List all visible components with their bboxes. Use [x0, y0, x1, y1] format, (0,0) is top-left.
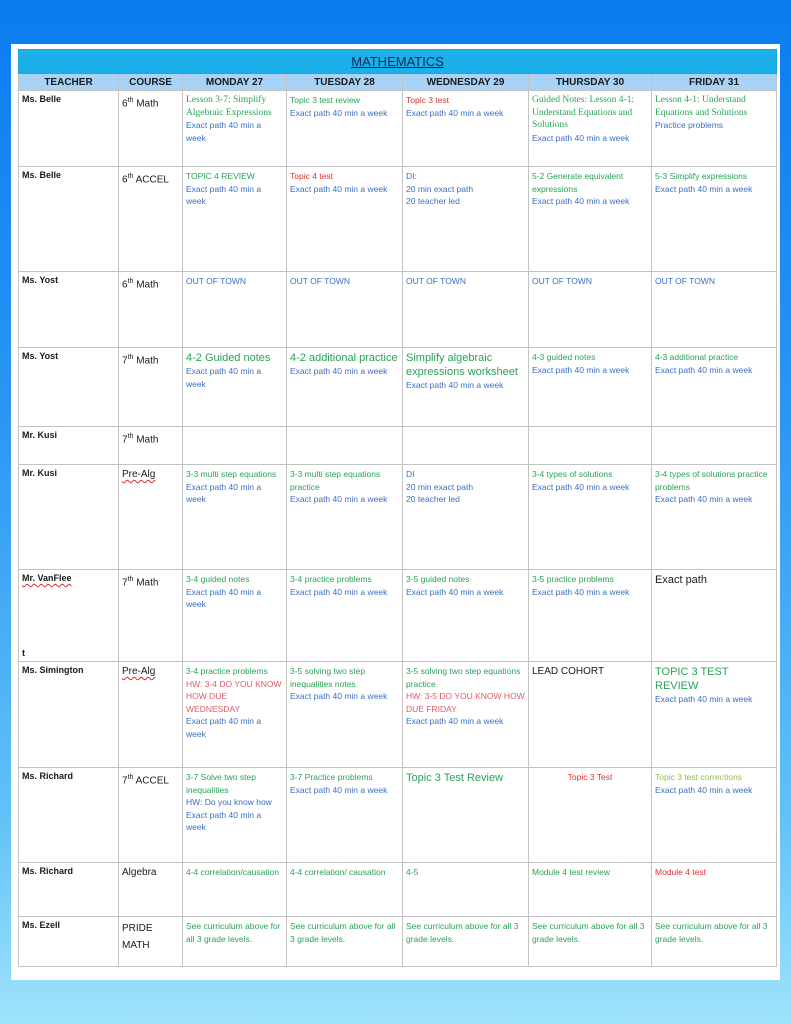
tuesday-cell: 3-7 Practice problems Exact path 40 min a week — [287, 768, 403, 863]
teacher-cell: Ms. Ezell — [19, 917, 119, 967]
friday-cell: Lesson 4-1: Understand Equations and Solutions Practice problems — [652, 91, 777, 167]
teacher-cell: Ms. Simington — [19, 662, 119, 768]
header-course: COURSE — [119, 74, 183, 91]
tuesday-cell: Topic 3 test review Exact path 40 min a week — [287, 91, 403, 167]
tuesday-cell: OUT OF TOWN — [287, 272, 403, 348]
table-row — [19, 768, 777, 863]
thursday-cell — [529, 427, 652, 465]
header-thursday: THURSDAY 30 — [529, 74, 652, 91]
tuesday-cell: See curriculum above for all 3 grade levels. — [287, 917, 403, 967]
course-cell: 7th ACCEL — [119, 768, 183, 863]
course-cell: PRIDE MATH — [119, 917, 183, 967]
teacher-cell: Ms. Belle — [19, 167, 119, 272]
table-row — [19, 167, 777, 272]
schedule-page — [11, 44, 780, 980]
teacher-cell: Ms. Richard — [19, 768, 119, 863]
header-wednesday: WEDNESDAY 29 — [403, 74, 529, 91]
monday-cell: 3-3 multi step equations Exact path 40 min a week — [183, 465, 287, 570]
friday-cell: OUT OF TOWN — [652, 272, 777, 348]
schedule-table — [18, 49, 777, 967]
thursday-cell: OUT OF TOWN — [529, 272, 652, 348]
header-friday: FRIDAY 31 — [652, 74, 777, 91]
thursday-cell: Guided Notes: Lesson 4-1: Understand Equations and Solutions Exact path 40 min a week — [529, 91, 652, 167]
monday-cell: 3-4 guided notes Exact path 40 min a week — [183, 570, 287, 662]
monday-cell: 3-4 practice problems HW: 3-4 DO YOU KNOW HOW DUE WEDNESDAY Exact path 40 min a week — [183, 662, 287, 768]
table-row — [19, 91, 777, 167]
thursday-cell: 3-4 types of solutions Exact path 40 min a week — [529, 465, 652, 570]
monday-cell: 4-4 correlation/causation — [183, 863, 287, 917]
friday-cell — [652, 427, 777, 465]
table-row — [19, 570, 777, 662]
thursday-cell: Module 4 test review — [529, 863, 652, 917]
wednesday-cell: DI 20 min exact path 20 teacher led — [403, 465, 529, 570]
monday-cell — [183, 427, 287, 465]
header-monday: MONDAY 27 — [183, 74, 287, 91]
monday-cell: Lesson 3-7: Simplify Algebraic Expressions Exact path 40 min a week — [183, 91, 287, 167]
friday-cell: 3-4 types of solutions practice problems Exact path 40 min a week — [652, 465, 777, 570]
tuesday-cell: 3-4 practice problems Exact path 40 min a week — [287, 570, 403, 662]
thursday-cell: Topic 3 Test — [529, 768, 652, 863]
table-row — [19, 863, 777, 917]
wednesday-cell: Topic 3 Test Review — [403, 768, 529, 863]
monday-cell: See curriculum above for all 3 grade levels. — [183, 917, 287, 967]
monday-cell: 3-7 Solve two step inequalities HW: Do you know how Exact path 40 min a week — [183, 768, 287, 863]
tuesday-cell: 3-5 solving two step inequalities notes Exact path 40 min a week — [287, 662, 403, 768]
course-cell: 6th Math — [119, 272, 183, 348]
thursday-cell: 4-3 guided notes Exact path 40 min a week — [529, 348, 652, 427]
teacher-cell: Ms. Yost — [19, 348, 119, 427]
course-cell: Algebra — [119, 863, 183, 917]
wednesday-cell: 4-5 — [403, 863, 529, 917]
friday-cell: TOPIC 3 TEST REVIEW Exact path 40 min a week — [652, 662, 777, 768]
tuesday-cell: 4-4 correlation/ causation — [287, 863, 403, 917]
monday-cell: TOPIC 4 REVIEW Exact path 40 min a week — [183, 167, 287, 272]
course-cell: Pre-Alg — [119, 662, 183, 768]
course-cell: Pre-Alg — [119, 465, 183, 570]
wednesday-cell: See curriculum above for all 3 grade levels. — [403, 917, 529, 967]
header-teacher: TEACHER — [19, 74, 119, 91]
wednesday-cell: DI: 20 min exact path 20 teacher led — [403, 167, 529, 272]
course-cell: 7th Math — [119, 570, 183, 662]
tuesday-cell: Topic 4 test Exact path 40 min a week — [287, 167, 403, 272]
course-cell: 6th ACCEL — [119, 167, 183, 272]
thursday-cell: 3-5 practice problems Exact path 40 min a week — [529, 570, 652, 662]
table-row — [19, 272, 777, 348]
teacher-cell: Mr. Kusi — [19, 427, 119, 465]
table-title: MATHEMATICS — [19, 50, 777, 74]
tuesday-cell: 3-3 multi step equations practice Exact path 40 min a week — [287, 465, 403, 570]
friday-cell: 4-3 additional practice Exact path 40 min a week — [652, 348, 777, 427]
teacher-cell: Ms. Belle — [19, 91, 119, 167]
monday-cell: 4-2 Guided notes Exact path 40 min a week — [183, 348, 287, 427]
monday-cell: OUT OF TOWN — [183, 272, 287, 348]
wednesday-cell: 3-5 guided notes Exact path 40 min a week — [403, 570, 529, 662]
wednesday-cell: OUT OF TOWN — [403, 272, 529, 348]
tuesday-cell — [287, 427, 403, 465]
wednesday-cell: 3-5 solving two step equations practice HW: 3-5 DO YOU KNOW HOW DUE FRIDAY Exact path 40 min a week — [403, 662, 529, 768]
teacher-cell: Mr. VanFlee t — [19, 570, 119, 662]
teacher-cell: Mr. Kusi — [19, 465, 119, 570]
wednesday-cell: Simplify algebraic expressions worksheet Exact path 40 min a week — [403, 348, 529, 427]
table-row — [19, 348, 777, 427]
table-row — [19, 662, 777, 768]
wednesday-cell — [403, 427, 529, 465]
friday-cell: Topic 3 test corrections Exact path 40 min a week — [652, 768, 777, 863]
wednesday-cell: Topic 3 test Exact path 40 min a week — [403, 91, 529, 167]
friday-cell: See curriculum above for all 3 grade levels. — [652, 917, 777, 967]
course-cell: 7th Math — [119, 348, 183, 427]
thursday-cell: LEAD COHORT — [529, 662, 652, 768]
thursday-cell: See curriculum above for all 3 grade levels. — [529, 917, 652, 967]
table-row — [19, 465, 777, 570]
thursday-cell: 5-2 Generate equivalent expressions Exact path 40 min a week — [529, 167, 652, 272]
tuesday-cell: 4-2 additional practice Exact path 40 min a week — [287, 348, 403, 427]
header-row — [19, 74, 777, 91]
teacher-cell: Ms. Yost — [19, 272, 119, 348]
table-row — [19, 917, 777, 967]
friday-cell: Exact path — [652, 570, 777, 662]
course-cell: 7th Math — [119, 427, 183, 465]
table-row — [19, 427, 777, 465]
friday-cell: 5-3 Simplify expressions Exact path 40 min a week — [652, 167, 777, 272]
course-cell: 6th Math — [119, 91, 183, 167]
teacher-cell: Ms. Richard — [19, 863, 119, 917]
header-tuesday: TUESDAY 28 — [287, 74, 403, 91]
friday-cell: Module 4 test — [652, 863, 777, 917]
